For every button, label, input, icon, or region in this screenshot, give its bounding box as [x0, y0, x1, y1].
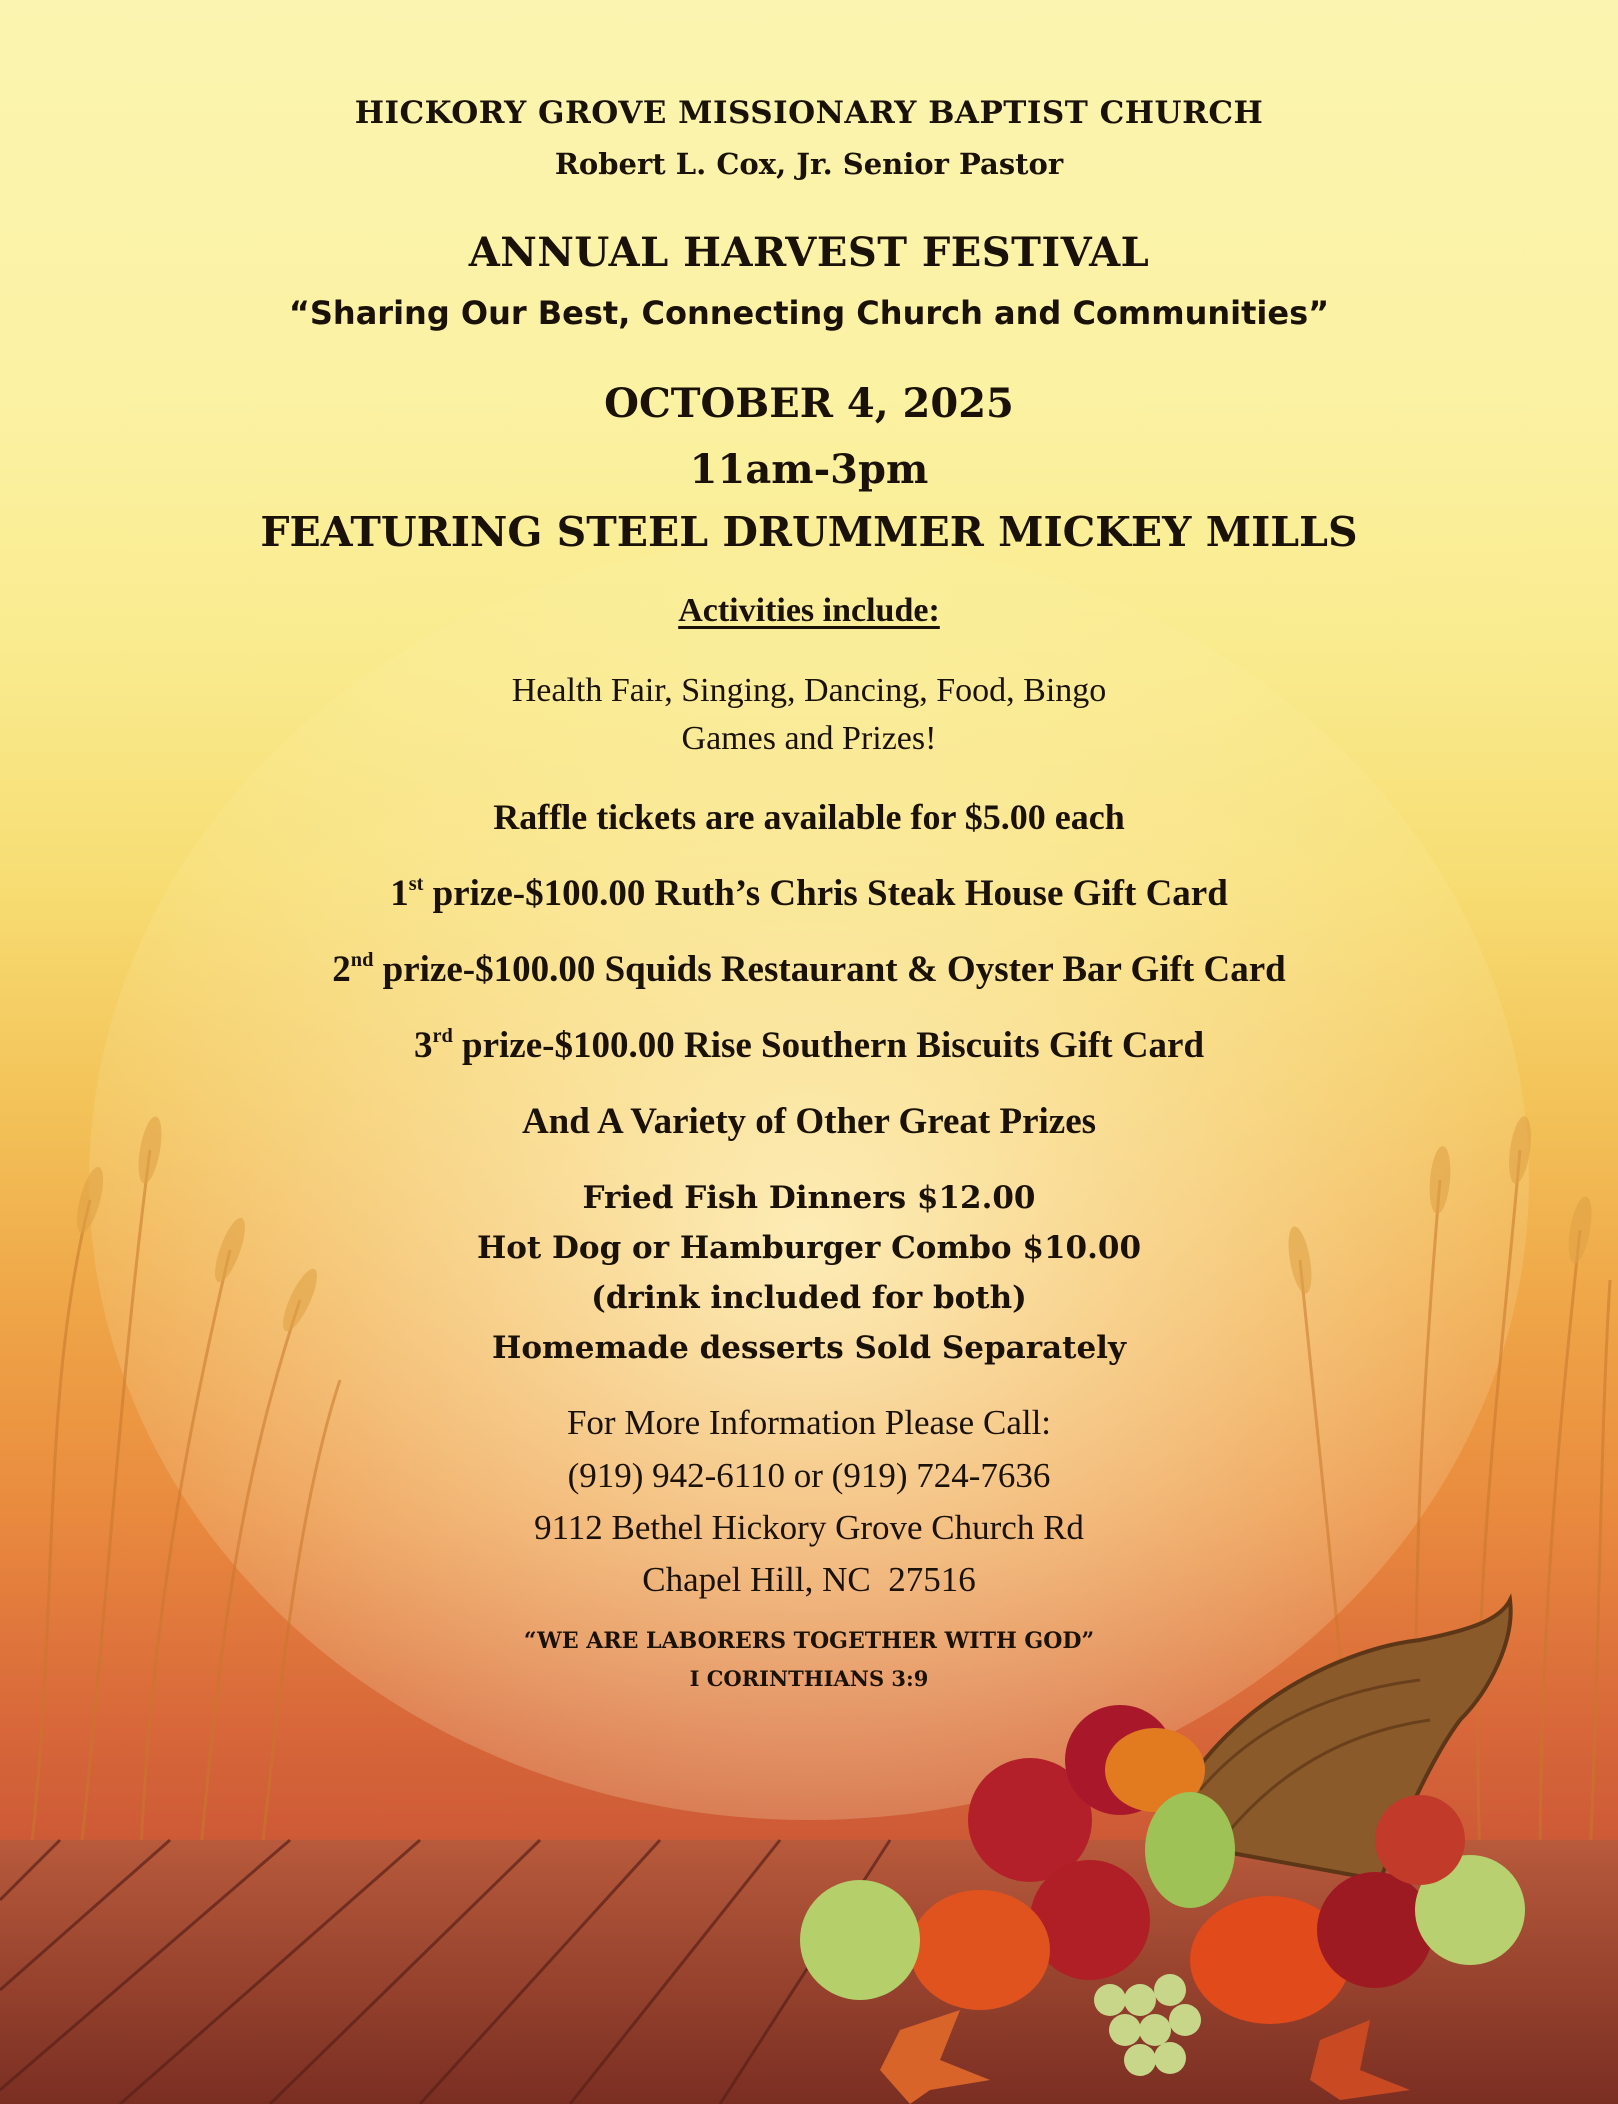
food-desserts-note: Homemade desserts Sold Separately: [492, 1330, 1126, 1366]
activities-heading: Activities include:: [678, 592, 940, 629]
pastor-name: Robert L. Cox, Jr. Senior Pastor: [554, 147, 1064, 181]
festival-title: ANNUAL HARVEST FESTIVAL: [468, 229, 1150, 276]
address-street: 9112 Bethel Hickory Grove Church Rd: [534, 1508, 1084, 1547]
contact-phone-numbers: (919) 942-6110 or (919) 724-7636: [567, 1456, 1051, 1495]
church-name: HICKORY GROVE MISSIONARY BAPTIST CHURCH: [354, 95, 1264, 131]
scripture-reference: I CORINTHIANS 3:9: [689, 1666, 929, 1691]
food-drink-note: (drink included for both): [591, 1280, 1027, 1316]
prize-rank-suffix: st: [408, 872, 424, 895]
other-prizes-note: And A Variety of Other Great Prizes: [521, 1101, 1097, 1142]
featured-performer: FEATURING STEEL DRUMMER MICKEY MILLS: [260, 508, 1358, 556]
first-prize: [0, 872, 1618, 915]
prize-rank: 2: [332, 949, 351, 990]
festival-theme: “Sharing Our Best, Connecting Church and Communities”: [288, 294, 1330, 332]
prize-rank-suffix: nd: [350, 948, 374, 971]
prize-rank-suffix: rd: [432, 1024, 453, 1047]
food-item-fish-dinner: Fried Fish Dinners $12.00: [582, 1180, 1036, 1216]
activities-list-line-2: Games and Prizes!: [681, 720, 937, 757]
third-prize: [0, 1024, 1618, 1067]
address-city: Chapel Hill, NC 27516: [642, 1560, 976, 1599]
prize-description: prize-$100.00 Squids Restaurant & Oyster Bar Gift Card: [373, 949, 1286, 990]
activities-list-line-1: Health Fair, Singing, Dancing, Food, Bingo: [511, 672, 1107, 709]
prize-rank: 1: [390, 873, 409, 914]
food-item-combo: Hot Dog or Hamburger Combo $10.00: [476, 1230, 1142, 1266]
event-date: OCTOBER 4, 2025: [604, 380, 1014, 427]
raffle-ticket-info: Raffle tickets are available for $5.00 each: [493, 797, 1125, 837]
prize-description: prize-$100.00 Rise Southern Biscuits Gift Card: [452, 1025, 1205, 1066]
second-prize: [0, 948, 1618, 991]
contact-heading: For More Information Please Call:: [566, 1403, 1052, 1442]
prize-description: prize-$100.00 Ruth’s Chris Steak House Gift Card: [423, 873, 1228, 914]
prize-rank: 3: [413, 1025, 433, 1066]
scripture-verse: “WE ARE LABORERS TOGETHER WITH GOD”: [523, 1628, 1095, 1654]
event-time: 11am-3pm: [689, 446, 929, 493]
